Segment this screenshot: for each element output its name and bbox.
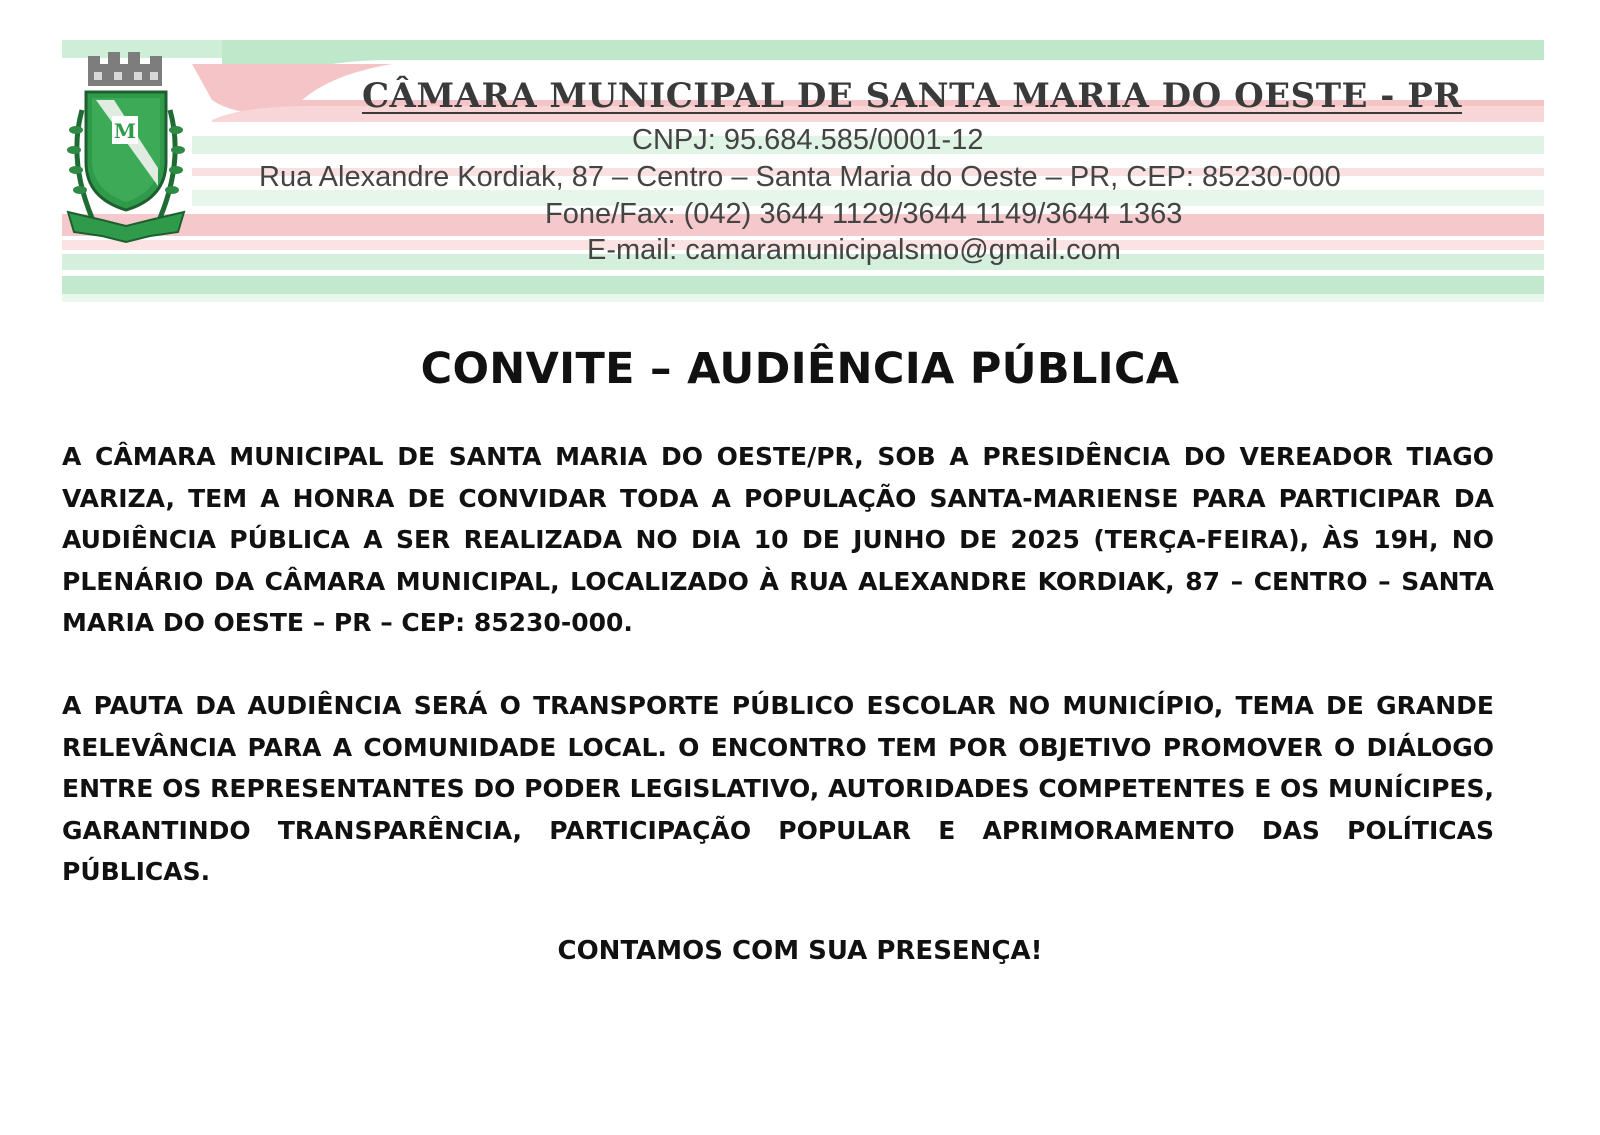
municipal-crest-logo xyxy=(62,50,190,260)
letterhead-address: Rua Alexandre Kordiak, 87 – Centro – Santa Maria do Oeste – PR, CEP: 85230-000 xyxy=(259,161,1341,193)
letterhead-title: CÂMARA MUNICIPAL DE SANTA MARIA DO OESTE - PR xyxy=(362,76,1463,116)
letterhead xyxy=(62,40,1544,302)
document-title: CONVITE – AUDIÊNCIA PÚBLICA xyxy=(420,344,1180,394)
invitation-paragraph: A CÂMARA MUNICIPAL DE SANTA MARIA DO OESTE/PR, SOB A PRESIDÊNCIA DO VEREADOR TIAGO VARIZA, TEM A HONRA DE CONVIDAR TODA A POPULAÇÃO SANTA-MARIENSE PARA PARTICIPAR DA AUDIÊNCIA PÚBLICA A SER REALIZADA NO DIA 10 DE JUNHO DE 2025 (TERÇA-FEIRA), ÀS 19H, NO PLENÁRIO DA CÂMARA MUNICIPAL, LOCALIZADO À RUA ALEXANDRE KORDIAK, 87 – CENTRO – SANTA MARIA DO OESTE – PR – CEP: 85230-000. xyxy=(62,442,1494,638)
agenda-paragraph: A PAUTA DA AUDIÊNCIA SERÁ O TRANSPORTE PÚBLICO ESCOLAR NO MUNICÍPIO, TEMA DE GRANDE RELEVÂNCIA PARA A COMUNIDADE LOCAL. O ENCONTRO TEM POR OBJETIVO PROMOVER O DIÁLOGO ENTRE OS REPRESENTANTES DO PODER LEGISLATIVO, AUTORIDADES COMPETENTES E OS MUNÍCIPES, GARANTINDO TRANSPARÊNCIA, PARTICIPAÇÃO POPULAR E APRIMORAMENTO DAS POLÍTICAS PÚBLICAS. xyxy=(62,691,1494,887)
letterhead-text-block xyxy=(187,40,1544,302)
letterhead-phone: Fone/Fax: (042) 3644 1129/3644 1149/3644 1363 xyxy=(545,198,1183,230)
letterhead-email: E-mail: camaramunicipalsmo@gmail.com xyxy=(587,234,1121,266)
letterhead-cnpj: CNPJ: 95.684.585/0001-12 xyxy=(632,124,984,156)
closing-line: CONTAMOS COM SUA PRESENÇA! xyxy=(557,936,1043,966)
svg-text:M: M xyxy=(113,119,137,143)
